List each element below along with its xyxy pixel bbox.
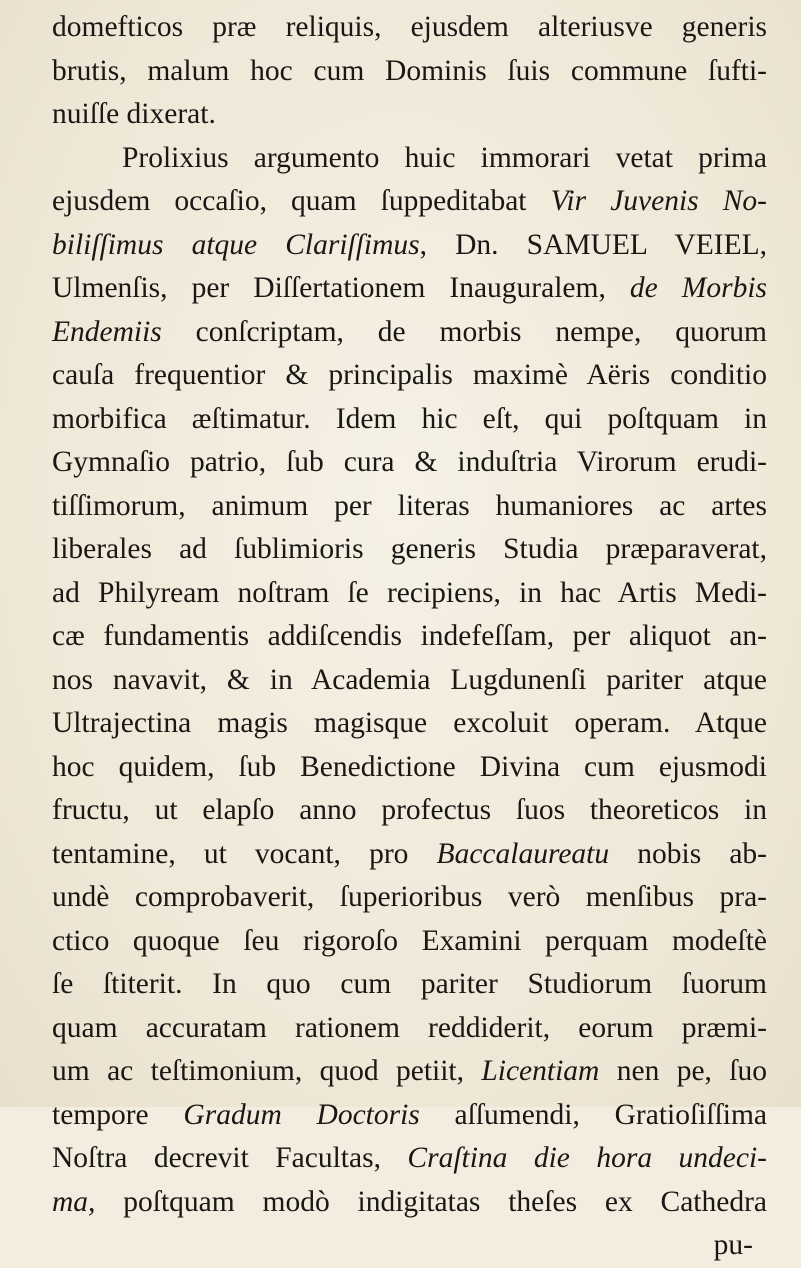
latin-text-block — [52, 6, 767, 1268]
text-segment: ejusdem occaſio, quam ſuppeditabat — [52, 185, 551, 217]
text-segment: cæ fundamentis addiſcendis indefeſſam, per aliquot an- — [52, 620, 767, 652]
text-line — [52, 1181, 767, 1225]
text-line — [52, 485, 767, 529]
text-line — [52, 833, 767, 877]
text-line — [52, 137, 767, 181]
text-line — [52, 398, 767, 442]
italic-text-segment: Gradum Doctoris — [183, 1098, 420, 1131]
text-line — [52, 920, 767, 964]
text-line — [52, 6, 767, 50]
italic-text-segment: de Morbis — [629, 272, 767, 304]
text-line — [52, 615, 767, 659]
text-line — [52, 267, 767, 311]
text-line — [52, 93, 767, 137]
text-segment: Prolixius argumento huic immorari vetat prima — [122, 141, 767, 174]
text-segment: Ultrajectina magis magisque excoluit operam. Atque — [52, 707, 767, 739]
text-line — [52, 528, 767, 572]
text-segment: quam accuratam rationem reddiderit, eorum præmi- — [52, 1011, 767, 1044]
text-segment: , Dn. SAMUEL VEIEL, — [419, 228, 767, 261]
text-segment: nos navavit, & in Academia Lugdunenſi pariter atque — [52, 663, 767, 696]
text-line — [52, 1007, 767, 1051]
text-segment: poſtquam modò indigitatas theſes ex Cathedra — [95, 1185, 767, 1218]
text-segment: ad Philyream noſtram ſe recipiens, in hac Artis Medi- — [52, 576, 767, 609]
text-segment: pu- — [713, 1229, 753, 1261]
text-segment: undè comprobaverit, ſuperioribus verò menſibus pra- — [52, 881, 767, 913]
text-line — [52, 746, 767, 790]
text-segment: um ac teſtimonium, quod petiit, — [52, 1055, 482, 1087]
text-line — [52, 1050, 767, 1094]
text-line — [52, 354, 767, 398]
text-segment: liberales ad ſublimioris generis Studia præparaverat, — [52, 533, 767, 565]
text-segment: domefticos præ reliquis, ejusdem alteriusve generis — [52, 11, 767, 43]
text-line — [52, 1137, 767, 1181]
text-segment: fructu, ut elapſo anno profectus ſuos theoreticos in — [52, 794, 767, 826]
text-segment: brutis, malum hoc cum Dominis ſuis commune ſufti- — [52, 54, 767, 87]
text-line — [52, 876, 767, 920]
text-segment: Ulmenſis, per Diſſertationem Inauguralem, — [52, 272, 630, 304]
text-line — [52, 789, 767, 833]
text-segment: nuiſſe dixerat. — [52, 98, 216, 130]
text-segment: aſſumendi, Gratioſiſſima — [419, 1098, 768, 1131]
text-line — [52, 441, 767, 485]
text-segment: ſe ſtiterit. In quo cum pariter Studiorum ſuorum — [52, 968, 767, 1000]
text-segment: nen pe, ſuo — [599, 1055, 767, 1087]
italic-text-segment: Licentiam — [481, 1055, 600, 1087]
italic-text-segment: Vir Juvenis No- — [550, 185, 767, 217]
text-segment: hoc quidem, ſub Benedictione Divina cum ejusmodi — [52, 750, 767, 783]
italic-text-segment: Endemiis — [52, 315, 162, 348]
text-segment: ctico quoque ſeu rigoroſo Examini perquam modeſtè — [52, 924, 767, 957]
text-segment: conſcriptam, de morbis nempe, quorum — [161, 315, 767, 348]
text-segment: tiſſimorum, animum per literas humaniores ac artes — [52, 489, 767, 522]
text-line — [52, 1094, 767, 1138]
text-line — [52, 50, 767, 94]
italic-text-segment: biliſſimus atque Clariſſimus — [52, 228, 420, 261]
text-line — [52, 659, 767, 703]
text-segment: cauſa frequentior & principalis maximè Aëris conditio — [52, 359, 767, 391]
text-segment: nobis ab- — [609, 837, 768, 870]
text-segment: morbifica æſtimatur. Idem hic eſt, qui poſtquam in — [52, 402, 767, 435]
text-line — [52, 702, 767, 746]
text-segment: Gymnaſio patrio, ſub cura & induſtria Virorum erudi- — [52, 446, 767, 478]
text-line — [52, 224, 767, 268]
text-line — [52, 963, 767, 1007]
italic-text-segment: Craſtina die hora undeci- — [407, 1142, 767, 1174]
text-segment: tempore — [52, 1098, 184, 1131]
text-line — [52, 311, 767, 355]
italic-text-segment: ma, — [52, 1185, 96, 1218]
text-line — [52, 572, 767, 616]
text-segment: tentamine, ut vocant, pro — [52, 837, 437, 870]
text-segment: Noſtra decrevit Facultas, — [52, 1142, 408, 1174]
italic-text-segment: Baccalaureatu — [436, 837, 610, 870]
text-line — [52, 180, 767, 224]
catchword-line — [52, 1224, 767, 1268]
